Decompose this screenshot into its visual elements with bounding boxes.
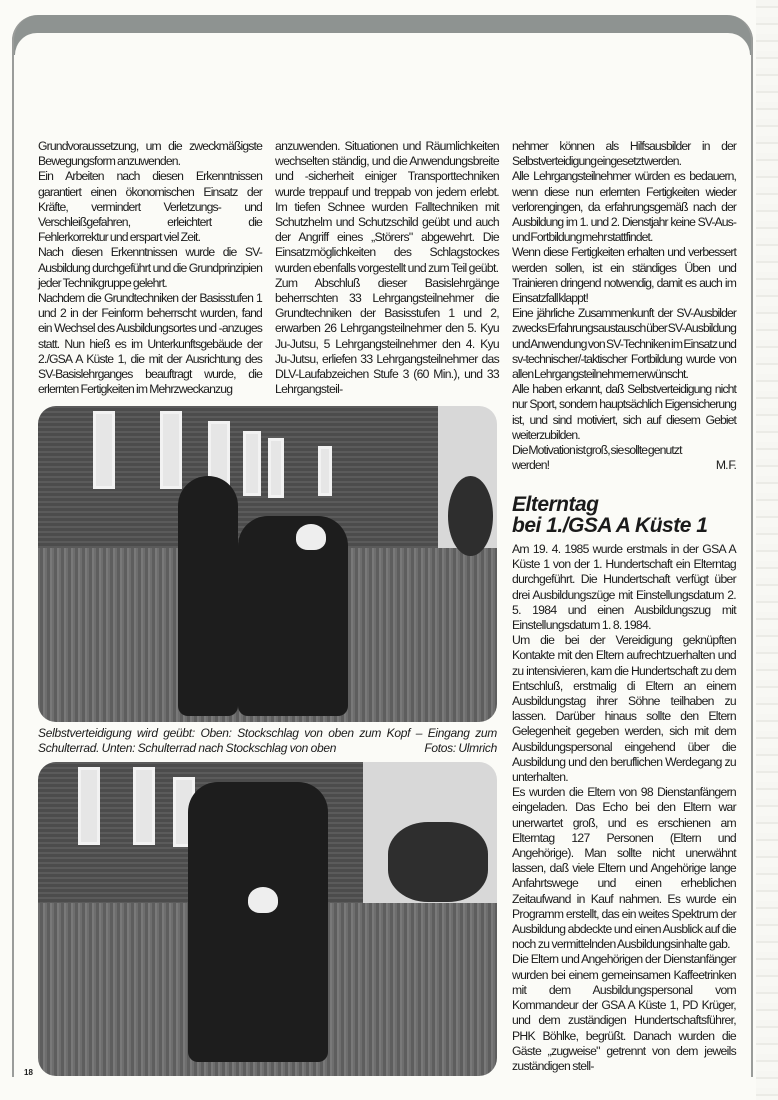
person-defender bbox=[238, 516, 348, 716]
paragraph: Die Eltern und Angehörigen der Dienstanfänger wurden bei einem gemeinsamen Kaffeetrinken mit dem Ausbildungspersonal vom Kommandeur der GSA A Küste 1, PD Krüger, und dem zuständigen Hundertschaftsführer, PHK Böhlke, begrüßt. Danach wurden die Gäste „zugweise" getrennt von dem jeweils zuständigen stell- bbox=[512, 952, 736, 1073]
hedge bbox=[388, 822, 488, 902]
person-attacker bbox=[178, 476, 238, 716]
column-2 bbox=[275, 139, 499, 397]
signature-line bbox=[512, 458, 736, 473]
paragraph: Grundvoraussetzung, um die zweckmäßigste Bewegungsform anzuwenden. bbox=[38, 139, 262, 169]
photo-caption bbox=[38, 726, 497, 756]
author-signature: M. F. bbox=[715, 458, 736, 473]
paragraph: Wenn diese Fertigkeiten erhalten und verbessert werden sollen, ist ein ständiges Üben und Trainieren dringend notwendig, damit es auch im Einsatzfall klappt! bbox=[512, 245, 736, 306]
column-1 bbox=[38, 139, 262, 397]
helmet bbox=[296, 524, 326, 550]
paragraph: nehmer können als Hilfsausbilder in der Selbstverteidigung eingesetzt werden. bbox=[512, 139, 736, 169]
window bbox=[268, 438, 284, 498]
paragraph: Zum Abschluß dieser Basislehrgänge beherrschten 33 Lehrgangsteilnehmer die Grundtechniken der Basisstufen 1 und 2, erwarben 26 Lehrgangsteilnehmer den 5. Kyu Ju-Jutsu, 5 Lehrgangsteilnehmer den 4. Kyu Ju-Jutsu, erliefen 33 Lehrgangsteilnehmer das DLV-Laufabzeichen Stufe 3 (60 Min.), und 33 Lehrgangsteil- bbox=[275, 275, 499, 397]
photo-top-stick-strike bbox=[38, 406, 497, 722]
window bbox=[160, 411, 182, 489]
window bbox=[93, 411, 115, 489]
page-number: 18 bbox=[24, 1068, 33, 1077]
paragraph: Die Motivation ist groß, sie sollte genutzt bbox=[512, 443, 682, 458]
helmet bbox=[248, 887, 278, 913]
paragraph: Eine jährliche Zusammenkunft der SV-Ausbilder zwecks Erfahrungsaustausch über SV-Ausbildung und Anwendung von SV-Techniken im Einsatz und sv-technischer/-taktischer Fortbildung wurde von allen Lehrgangsteilnehmern erwünscht. bbox=[512, 306, 736, 382]
tree bbox=[448, 476, 493, 556]
article-body bbox=[512, 542, 736, 1074]
last-line: werden! bbox=[512, 458, 550, 473]
paragraph: Um die bei der Vereidigung geknüpften Kontakte mit den Eltern aufrechtzuerhalten und zu intensivieren, kam die Hundertschaft zu dem Entschluß, erstmalig di Eltern an einem Ausbildungstag ihrer Söhne teilhaben zu lassen. Darüber hinaus sollte den Eltern Gelegenheit gegeben werden, sich mit dem Ausbildungspersonal eingehend über die Ausbildung und den beruflichen Werdegang zu unterhalten. bbox=[512, 633, 736, 785]
caption-text: Selbstverteidigung wird geübt: Oben: Stockschlag von oben zum Kopf – Eingang zum Schulterrad. Unten: Schulterrad nach Stockschlag von oben bbox=[38, 726, 497, 755]
photo-credit: Fotos: Ulmrich bbox=[424, 741, 497, 755]
window bbox=[318, 446, 332, 496]
paragraph: Alle haben erkannt, daß Selbstverteidigung nicht nur Sport, sondern hauptsächlich Eigensicherung ist, und sind motiviert, sich auf diesem Gebiet weiterzubilden. bbox=[512, 382, 736, 442]
column-3 bbox=[512, 139, 736, 473]
paragraph: Alle Lehrgangsteilnehmer würden es bedauern, wenn diese nun erlernten Fertigkeiten wieder verlorengingen, da erfahrungsgemäß nach der Ausbildung im 1. und 2. Dienstjahr keine SV-Aus- und Fortbildung mehr stattfindet. bbox=[512, 169, 736, 245]
persons-throw bbox=[188, 782, 328, 1062]
paragraph: Nach diesen Erkenntnissen wurde die SV-Ausbildung durchgeführt und die Grundprinzipien jeder Technikgruppe gelehrt. bbox=[38, 245, 262, 290]
heading-line-2: bei 1./GSA A Küste 1 bbox=[512, 514, 708, 537]
window bbox=[78, 767, 100, 845]
photo-bottom-shoulder-throw bbox=[38, 762, 497, 1076]
paragraph: Am 19. 4. 1985 wurde erstmals in der GSA A Küste 1 von der 1. Hundertschaft ein Elterntag durchgeführt. Die Hundertschaft verfügt über drei Ausbildungszüge mit Einstellungsdatum 2. 5. 1984 und einen Ausbildungszug mit Einstellungsdatum 1. 8. 1984. bbox=[512, 542, 736, 633]
heading-line-1: Elterntag bbox=[512, 493, 599, 516]
paragraph: Es wurden die Eltern von 98 Dienstanfängern eingeladen. Das Echo bei den Eltern war unerwartet groß, und es erschienen am Elterntag 127 Personen (Eltern und Angehörige). Man sollte nicht unerwähnt lassen, daß viele Eltern und Angehörige lange Anfahrtswege und einen erheblichen Zeitaufwand in Kauf nahmen. Es wurde ein Programm erstellt, das ein weites Spektrum der Ausbildung abdeckte und einen Ausblick auf die noch zu vermittelnden Ausbildungsinhalte gab. bbox=[512, 785, 736, 952]
paragraph: Ein Arbeiten nach diesen Erkenntnissen garantiert einen ökonomischen Einsatz der Kräfte, vermindert Verletzungs- und Verschleißgefahren, erleichtert die Fehlerkorrektur und erspart viel Zeit. bbox=[38, 169, 262, 245]
article-heading bbox=[512, 494, 747, 536]
paragraph: Nachdem die Grundtechniken der Basisstufen 1 und 2 in der Feinform beherrscht wurden, fand ein Wechsel des Ausbildungsortes und -anzuges statt. Nun hieß es im Unterkunftsgebäude der 2./GSA A Küste 1, die mit der Ausrichtung des SV-Basislehrganges beauftragt wurde, die erlernten Fertigkeiten im Mehrzweckanzug bbox=[38, 291, 262, 397]
window bbox=[133, 767, 155, 845]
window bbox=[243, 431, 261, 496]
paragraph: anzuwenden. Situationen und Räumlichkeiten wechselten ständig, und die Anwendungsbreite und -sicherheit einiger Transporttechniken wurde treppauf und treppab von jedem erlebt. Im tiefen Schnee wurden Falltechniken mit Schutzhelm und Schutzschild geübt und auch der Angriff eines „Störers" abgewehrt. Die Einsatzmöglichkeiten des Schlagstockes wurden ebenfalls vorgestellt und zum Teil geübt. bbox=[275, 139, 499, 275]
scan-margin bbox=[756, 0, 778, 1100]
